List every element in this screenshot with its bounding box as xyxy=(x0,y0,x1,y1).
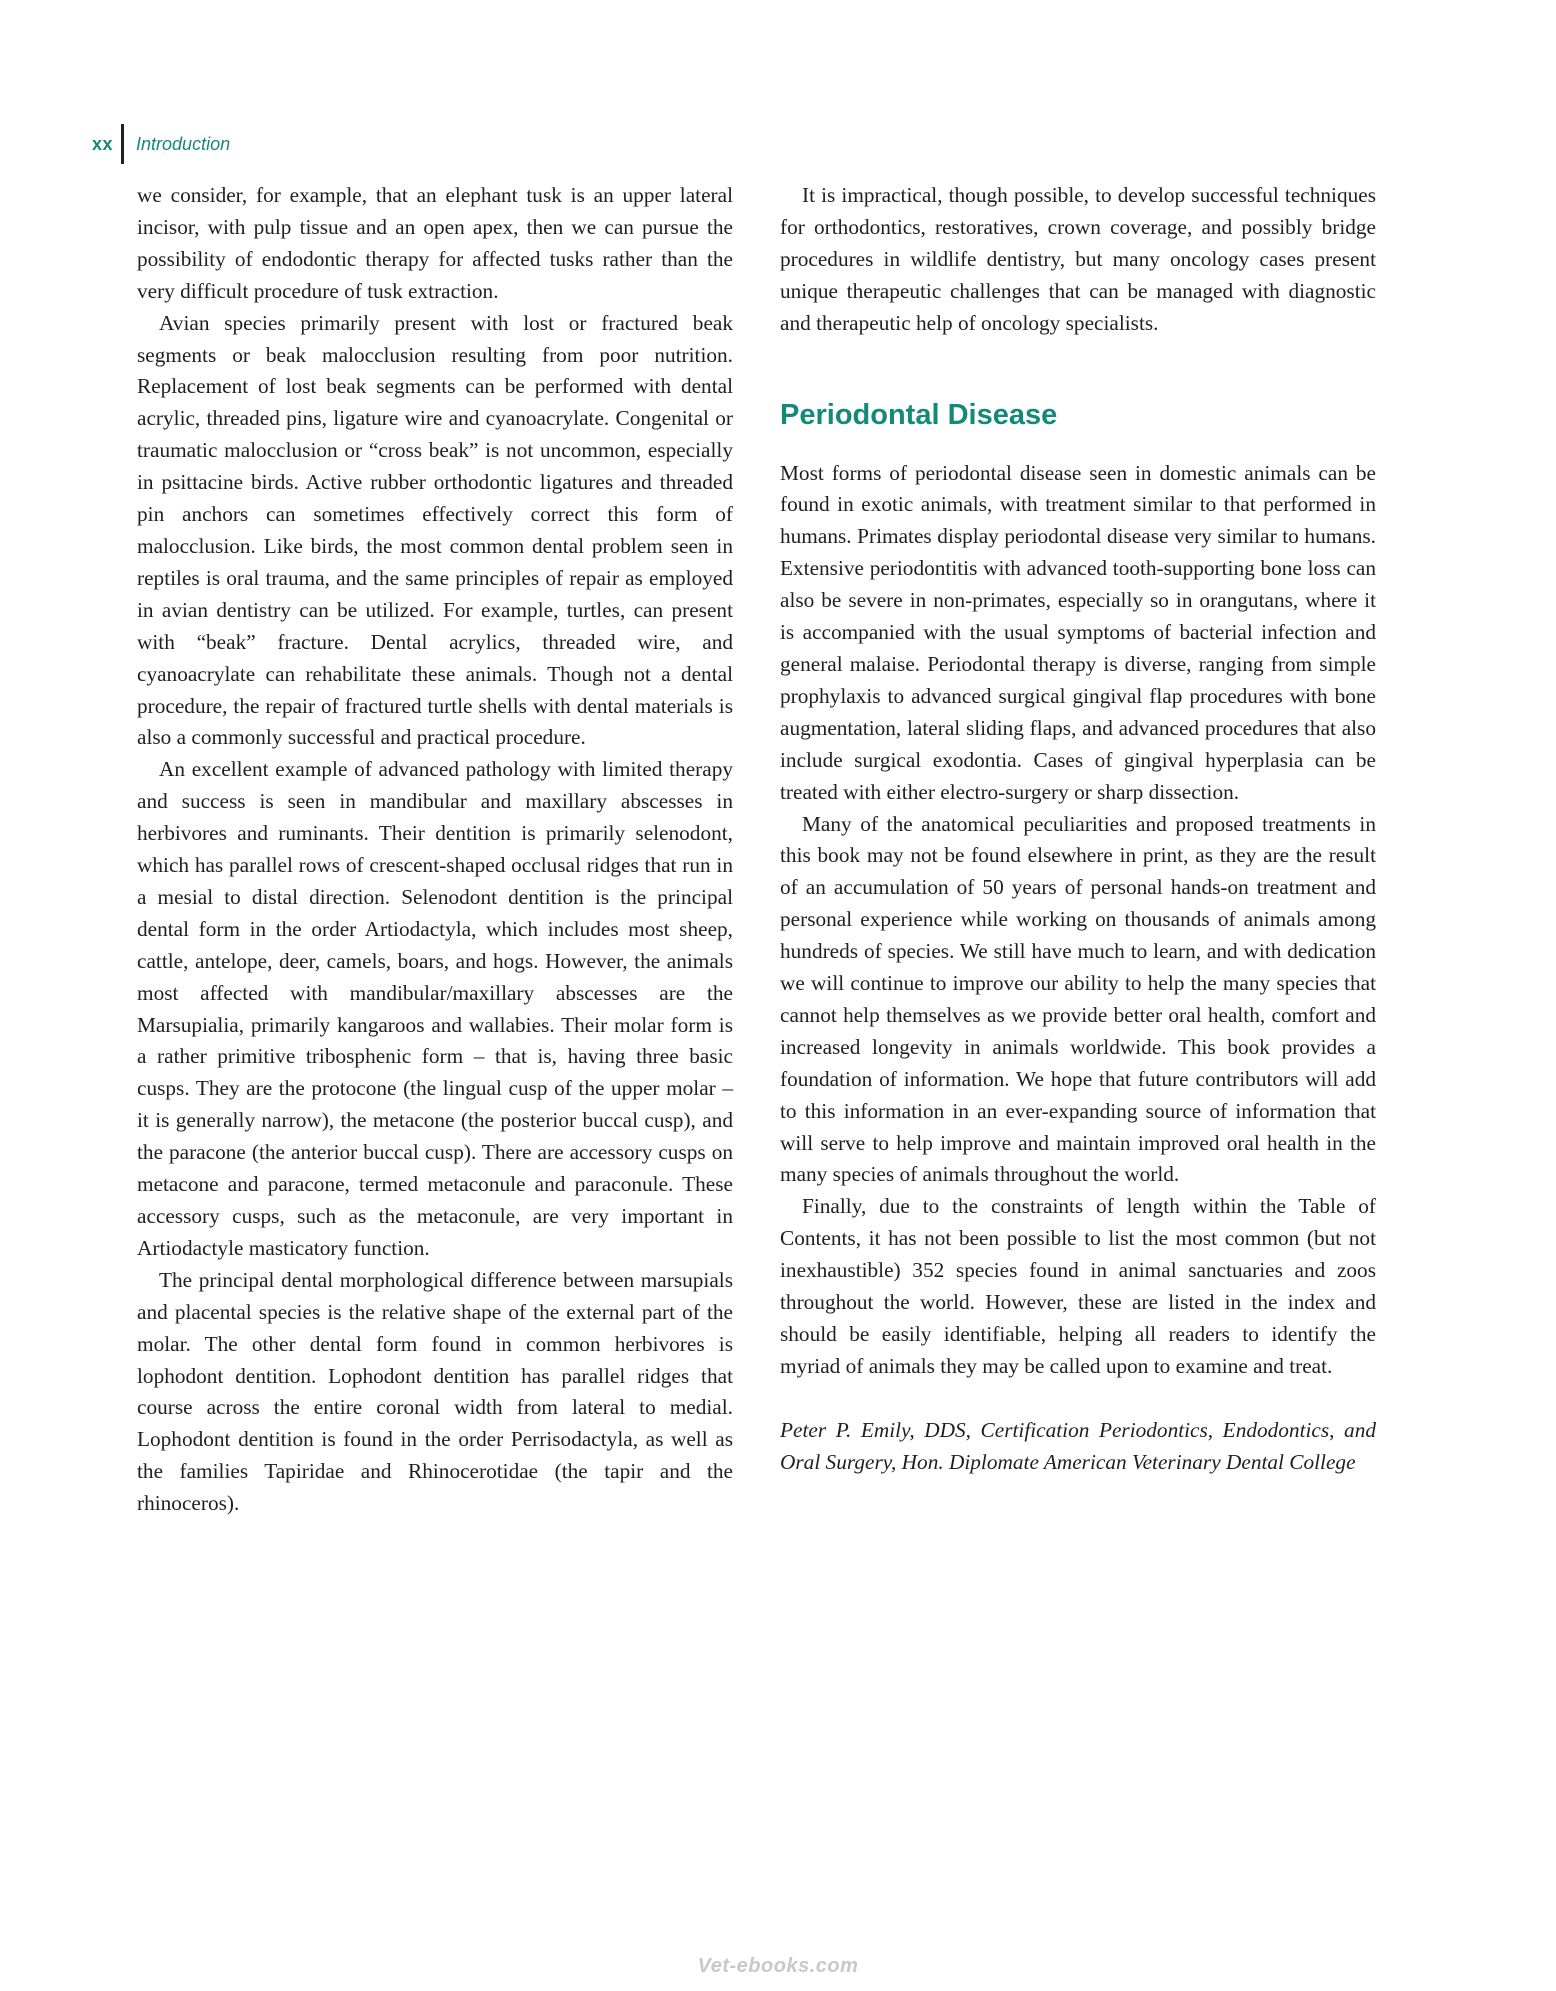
left-column xyxy=(137,180,733,1520)
body-paragraph: we consider, for example, that an elephant tusk is an upper lateral incisor, with pulp tissue and an open apex, then we can pursue the possibility of endodontic therapy for affected tusks rather than the very difficult procedure of tusk extraction. xyxy=(137,183,733,303)
page-number: xx xyxy=(92,133,114,154)
body-paragraph: Finally, due to the constraints of length within the Table of Contents, it has not been possible to list the most common (but not inexhaustible) 352 species found in animal sanctuaries and zoos throughout the world. However, these are listed in the index and should be easily identifiable, helping all readers to identify the myriad of animals they may be called upon to examine and treat. xyxy=(780,1194,1376,1378)
right-column xyxy=(780,180,1376,1479)
body-paragraph: Many of the anatomical peculiarities and proposed treatments in this book may not be found elsewhere in print, as they are the result of an accumulation of 50 years of personal hands-on treatment and personal experience while working on thousands of animals among hundreds of species. We still have much to learn, and with dedication we will continue to improve our ability to help the many species that cannot help themselves as we provide better oral health, comfort and increased longevity in animals worldwide. This book provides a foundation of information. We hope that future contributors will add to this information in an ever-expanding source of information that will serve to help improve and maintain improved oral health in the many species of animals throughout the world. xyxy=(780,811,1376,1187)
body-paragraph: An excellent example of advanced pathology with limited therapy and success is seen in mandibular and maxillary abscesses in herbivores and ruminants. Their dentition is primarily selenodont, which has parallel rows of crescent-shaped occlusal ridges that run in a mesial to distal direction. Selenodont dentition is the principal dental form in the order Artiodactyla, which includes most sheep, cattle, antelope, deer, camels, boars, and hogs. However, the animals most affected with mandibular/maxillary abscesses are the Marsupialia, primarily kangaroos and wallabies. Their molar form is a rather primitive tribosphenic form – that is, having three basic cusps. They are the protocone (the lingual cusp of the upper molar – it is generally narrow), the metacone (the posterior buccal cusp), and the paracone (the anterior buccal cusp). There are accessory cusps on metacone and paracone, termed metaconule and paraconule. These accessory cusps, such as the metaconule, are very important in Artiodactyle masticatory function. xyxy=(137,757,733,1260)
header-divider xyxy=(121,124,124,164)
section-heading: Periodontal Disease xyxy=(780,398,1058,431)
body-paragraph: Most forms of periodontal disease seen in domestic animals can be found in exotic animals, with treatment similar to that performed in humans. Primates display periodontal disease very similar to humans. Extensive periodontitis with advanced tooth-supporting bone loss can also be severe in non-primates, especially so in orangutans, where it is accompanied with the usual symptoms of bacterial infection and general malaise. Periodontal therapy is diverse, ranging from simple prophylaxis to advanced surgical gingival flap procedures with bone augmentation, lateral sliding flaps, and advanced procedures that also include surgical exodontia. Cases of gingival hyperplasia can be treated with either electro-surgery or sharp dissection. xyxy=(780,460,1376,804)
author-signature: Peter P. Emily, DDS, Certification Periodontics, Endodontics, and Oral Surgery, Hon. Diplomate American Veterinary Dental College xyxy=(780,1417,1376,1474)
body-paragraph: It is impractical, though possible, to develop successful techniques for orthodontics, restoratives, crown coverage, and possibly bridge procedures in wildlife dentistry, but many oncology cases present unique therapeutic challenges that can be managed with diagnostic and therapeutic help of oncology specialists. xyxy=(780,183,1376,335)
running-title: Introduction xyxy=(136,133,231,154)
body-paragraph: Avian species primarily present with lost or fractured beak segments or beak malocclusion resulting from poor nutrition. Replacement of lost beak segments can be performed with dental acrylic, threaded pins, ligature wire and cyanoacrylate. Congenital or traumatic malocclusion or “cross beak” is not uncommon, especially in psittacine birds. Active rubber orthodontic ligatures and threaded pin anchors can sometimes effectively correct this form of malocclusion. Like birds, the most common dental problem seen in reptiles is oral trauma, and the same principles of repair as employed in avian dentistry can be utilized. For example, turtles, can present with “beak” fracture. Dental acrylics, threaded wire, and cyanoacrylate can rehabilitate these animals. Though not a dental procedure, the repair of fractured turtle shells with dental materials is also a commonly successful and practical procedure. xyxy=(137,310,733,750)
body-paragraph: The principal dental morphological difference between marsupials and placental species is the relative shape of the external part of the molar. The other dental form found in common herbivores is lophodont dentition. Lophodont dentition has parallel ridges that course across the entire coronal width from lateral to medial. Lophodont dentition is found in the order Perrisodactyla, as well as the families Tapiridae and Rhinocerotidae (the tapir and the rhinoceros). xyxy=(137,1267,733,1516)
running-head xyxy=(92,124,230,164)
watermark-logo: Vet-ebooks.com xyxy=(697,1955,859,1977)
